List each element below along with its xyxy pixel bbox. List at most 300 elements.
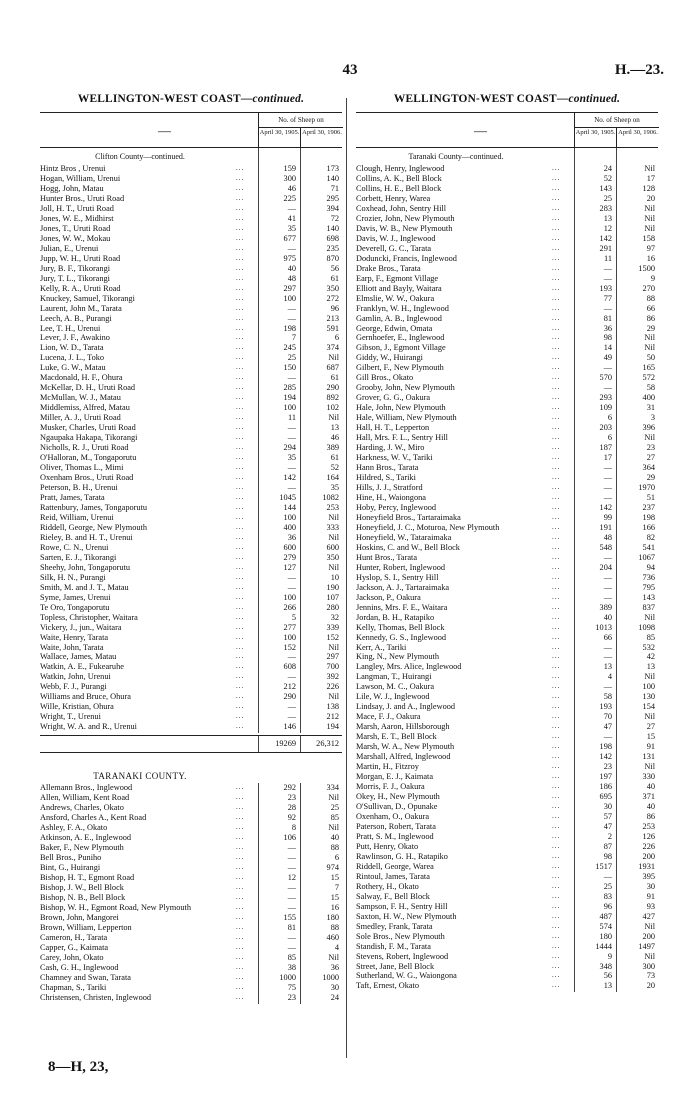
sheep-1906: 93 [646,901,655,911]
owner-name: Gilbert, F., New Plymouth [356,363,444,373]
table-row [356,722,658,732]
sheep-1905: 348 [599,961,612,971]
leader-dots: ... [236,672,245,681]
sheep-1905: 77 [603,293,612,303]
owner-name: Jupp, W. H., Uruti Road [40,253,121,263]
right-header-col2: April 30, 1906. [616,127,659,148]
sheep-1905: 47 [603,722,612,732]
leader-dots: ... [552,233,561,242]
sheep-1906: 339 [326,622,339,632]
table-row [40,324,342,334]
sheep-1906: 350 [326,552,339,562]
total-1905: 19269 [275,739,296,749]
owner-name: Jordan, B. H., Ratapiko [356,612,435,622]
owner-name: Silk, H. N., Purangi [40,572,106,582]
owner-name: Marsh, W. A., New Plymouth [356,742,455,752]
owner-name: Elmslie, W. W., Oakura [356,293,435,303]
section-title-taranaki-continued: Taranaki County—continued. [408,152,504,161]
sheep-1906: 272 [326,293,339,303]
sheep-1905: 11 [288,413,296,423]
sheep-1906: 3 [650,413,655,423]
sheep-1905: 106 [283,833,296,843]
owner-name: Nicholls, R. J., Uruti Road [40,443,129,453]
owner-name: Hoby, Percy, Inglewood [356,502,437,512]
sheep-1906: 73 [646,971,655,981]
leader-dots: ... [236,512,245,521]
leader-dots: ... [552,981,561,990]
table-row [40,254,342,264]
taranaki-rows [40,783,342,1002]
table-row [356,732,658,742]
table-row [356,822,658,832]
sheep-1906: 9 [650,273,655,283]
leader-dots: ... [552,871,561,880]
leader-dots: ... [552,552,561,561]
leader-dots: ... [552,562,561,571]
table-row [40,194,342,204]
owner-name: Gill Bros., Okato [356,373,414,383]
sheep-1905: 49 [603,353,612,363]
sheep-1906: Nil [328,532,339,542]
leader-dots: ... [552,263,561,272]
right-heading-main: WELLINGTON-WEST COAST— [393,93,569,105]
table-row [40,453,342,463]
sheep-1906: Nil [644,762,655,772]
right-heading-continued: continued. [568,93,621,105]
sheep-1906: 1098 [638,622,655,632]
leader-dots: ... [552,692,561,701]
sheep-1905: 194 [283,393,296,403]
sheep-1905: — [287,423,296,433]
owner-name: Lindsay, J. and A., Inglewood [356,702,456,712]
table-row [40,722,342,732]
table-row [40,893,342,903]
leader-dots: ... [552,752,561,761]
owner-name: Waite, Henry, Tarata [40,632,109,642]
sheep-1905: 25 [287,353,296,363]
sheep-1905: 36 [603,323,612,333]
owner-name: Grooby, John, New Plymouth [356,383,455,393]
sheep-1906: 154 [642,702,655,712]
table-row [356,563,658,573]
sheep-1906: Nil [328,512,339,522]
leader-dots: ... [552,672,561,681]
table-row [40,284,342,294]
table-row [40,613,342,623]
total-1906: 26,312 [316,739,339,749]
table-row [40,983,342,993]
sheep-1905: 28 [287,803,296,813]
table-row [356,643,658,653]
sheep-1905: — [603,572,612,582]
owner-name: Marshall, Alfred, Inglewood [356,752,451,762]
table-row [356,892,658,902]
sheep-1906: Nil [644,164,655,173]
leader-dots: ... [552,782,561,791]
table-row [356,772,658,782]
table-row [356,752,658,762]
sheep-1905: — [287,483,296,492]
owner-name: Bishop, W. H., Egmont Road, New Plymouth [40,902,191,912]
table-row [356,862,658,872]
sheep-1906: 32 [330,612,339,622]
sheep-1905: 198 [599,742,612,752]
section-title-clifton: Clifton County—continued. [95,152,185,161]
leader-dots: ... [552,592,561,601]
owner-name: Brown, John, Mangorei [40,912,119,922]
sheep-1905: — [287,373,296,383]
owner-name: Cameron, H., Tarata [40,932,108,942]
sheep-1906: 333 [326,522,339,532]
sheep-1905: 186 [599,782,612,792]
leader-dots: ... [552,253,561,262]
sheep-1905: — [287,843,296,853]
owner-name: Crozier, John, New Plymouth [356,213,455,223]
sheep-1906: Nil [644,433,655,443]
table-row [356,682,658,692]
owner-name: Syme, James, Urenui [40,592,111,602]
leader-dots: ... [552,642,561,651]
sheep-1906: 61 [330,273,339,283]
sheep-1906: 96 [330,303,339,313]
sheep-1905: 13 [603,981,612,991]
owner-name: Allen, William, Kent Road [40,793,130,803]
sheep-1906: 460 [326,932,339,942]
table-row [356,533,658,543]
sheep-1906: 24 [330,992,339,1002]
table-row [356,343,658,353]
table-row [356,443,658,453]
owner-name: Atkinson, A. E., Inglewood [40,833,132,843]
table-row [356,742,658,752]
right-header-dash: — [474,123,487,138]
table-row [40,903,342,913]
sheep-1906: 30 [646,881,655,891]
sheep-1905: — [287,942,296,952]
sheep-1906: 152 [326,632,339,642]
sheep-1906: 364 [642,463,655,473]
sheep-1906: 16 [646,253,655,263]
sheep-1905: 9 [607,951,612,961]
table-row [356,543,658,553]
leader-dots: ... [552,473,561,482]
owner-name: Okey, H., New Plymouth [356,792,440,802]
leader-dots: ... [236,383,245,392]
clifton-rows [40,164,342,732]
leader-dots: ... [236,902,245,911]
sheep-1905: — [287,303,296,313]
table-row [356,473,658,483]
leader-dots: ... [236,982,245,991]
leader-dots: ... [236,373,245,382]
sheep-1906: 17 [646,173,655,183]
owner-name: Wright, T., Urenui [40,712,101,722]
sheep-1906: 20 [646,981,655,991]
leader-dots: ... [552,911,561,920]
sheep-1905: 23 [287,793,296,803]
table-row [40,873,342,883]
sheep-1906: 15 [330,892,339,902]
sheep-1905: 695 [599,792,612,802]
owner-name: Deverell, G. C., Tarata [356,243,432,253]
sheep-1905: 292 [283,783,296,793]
leader-dots: ... [552,433,561,442]
table-row [40,883,342,893]
table-row [40,294,342,304]
table-row [356,702,658,712]
owner-name: Brown, William, Lepperton [40,922,132,932]
owner-name: Elliott and Bayly, Waitara [356,283,442,293]
owner-name: Hildred, S., Tariki [356,473,416,483]
sheep-1906: 40 [330,833,339,843]
sheep-1905: 36 [287,532,296,542]
sheep-1905: — [603,642,612,652]
owner-name: Bishop, N. B., Bell Block [40,892,126,902]
sheep-1906: Nil [644,333,655,343]
table-row [356,284,658,294]
table-row [356,413,658,423]
sheep-1906: 532 [642,642,655,652]
sheep-1906: 50 [646,353,655,363]
sheep-1906: 51 [646,492,655,502]
owner-name: Earp, F., Egmont Village [356,273,439,283]
table-row [40,184,342,194]
sheep-1906: 58 [646,383,655,393]
leader-dots: ... [552,722,561,731]
leader-dots: ... [552,921,561,930]
owner-name: Kennedy, G. S., Inglewood [356,632,447,642]
sheep-1905: 203 [599,423,612,433]
leader-dots: ... [236,483,245,491]
sheep-1905: — [287,712,296,722]
owner-name: Leech, A. B., Purangi [40,313,112,323]
leader-dots: ... [236,662,245,671]
owner-name: Christensen, Christen, Inglewood [40,992,152,1002]
table-row [356,274,658,284]
table-row [40,793,342,803]
table-row [40,583,342,593]
owner-name: Marsh, E. T., Bell Block [356,732,437,742]
table-row [40,923,342,933]
sheep-1906: 687 [326,363,339,373]
sheep-1906: 180 [326,912,339,922]
sheep-1906: 100 [642,682,655,692]
sheep-1906: 350 [326,283,339,293]
sheep-1905: 279 [283,552,296,562]
sheep-1905: — [287,203,296,213]
leader-dots: ... [236,912,245,921]
sheep-1905: — [287,313,296,323]
leader-dots: ... [236,542,245,551]
sheep-1906: 42 [646,652,655,662]
leader-dots: ... [552,881,561,890]
table-row [356,224,658,234]
leader-dots: ... [236,423,245,432]
leader-dots: ... [552,164,561,172]
sheep-1906: 40 [646,782,655,792]
sheep-1905: 81 [287,922,296,932]
owner-name: Jennins, Mrs. F. E., Waitara [356,602,448,612]
table-row [356,214,658,224]
leader-dots: ... [236,433,245,442]
leader-dots: ... [552,522,561,531]
owner-name: Jury, B. F., Tikorangi [40,263,111,273]
owner-name: Bishop, J. W., Bell Block [40,882,124,892]
owner-name: Ngaupaka Hakapa, Tikorangi [40,433,138,443]
sheep-1905: 13 [603,213,612,223]
table-row [40,214,342,224]
owner-name: Oxenham, O., Oakura [356,811,430,821]
leader-dots: ... [236,942,245,951]
right-header-col1: April 30, 1905. [574,127,616,148]
table-row [356,254,658,264]
owner-name: Smedley, Frank, Tarata [356,921,433,931]
sheep-1905: — [603,383,612,393]
table-row [356,324,658,334]
table-row [40,264,342,274]
sheep-1905: 4 [607,672,612,682]
sheep-1905: 11 [604,253,612,263]
sheep-1905: — [603,363,612,373]
owner-name: Bishop, H. T., Egmont Road [40,872,135,882]
leader-dots: ... [236,203,245,212]
table-row [40,433,342,443]
sheep-1906: 194 [326,722,339,732]
leader-dots: ... [552,941,561,950]
owner-name: Hunter Bros., Uruti Road [40,193,125,203]
sheep-1906: 31 [646,403,655,413]
leader-dots: ... [236,783,245,792]
sheep-1905: 2 [607,831,612,841]
leader-dots: ... [236,522,245,531]
left-header-group: No. of Sheep on [258,113,343,128]
leader-dots: ... [236,243,245,252]
leader-dots: ... [552,961,561,970]
leader-dots: ... [236,992,245,1001]
table-row [40,503,342,513]
sheep-1906: 237 [642,502,655,512]
table-row [356,832,658,842]
sheep-1906: Nil [644,343,655,353]
owner-name: Collins, A. K., Bell Block [356,173,442,183]
leader-dots: ... [236,453,245,462]
table-row [356,902,658,912]
sheep-1905: 41 [287,213,296,223]
sheep-1905: 47 [603,821,612,831]
sheep-1905: 6 [607,433,612,443]
leader-dots: ... [552,453,561,462]
leader-dots: ... [236,652,245,661]
owner-name: Cash, G. H., Inglewood [40,962,119,972]
sheep-1906: 974 [326,862,339,872]
sheep-1905: — [287,572,296,582]
left-header-dash: — [158,123,171,138]
sheep-1905: 100 [283,403,296,413]
sheep-1905: 193 [599,702,612,712]
leader-dots: ... [552,971,561,980]
leader-dots: ... [236,253,245,262]
owner-name: Wille, Kristian, Ohura [40,702,114,712]
table-row [356,962,658,972]
owner-name: Honeyfield, J. C., Moturoa, New Plymouth [356,522,500,532]
leader-dots: ... [552,343,561,352]
sheep-1906: 190 [326,582,339,592]
sheep-1905: — [287,932,296,942]
sheep-1905: 96 [603,901,612,911]
sheep-1905: 266 [283,602,296,612]
table-row [356,333,658,343]
sheep-1906: 4 [334,942,339,952]
leader-dots: ... [236,872,245,881]
leader-dots: ... [552,363,561,372]
sheep-1905: 12 [603,223,612,233]
table-row [40,672,342,682]
leader-dots: ... [236,562,245,571]
leader-dots: ... [552,712,561,721]
owner-name: Sutherland, W. G., Waiongona [356,971,457,981]
owner-name: Luke, G. W., Matau [40,363,106,373]
sheep-1906: Nil [644,203,655,213]
sheep-1905: — [603,263,612,273]
owner-name: Jackson, P., Oakura [356,592,421,602]
sheep-1906: 85 [330,813,339,823]
owner-name: Middlemiss, Alfred, Matau [40,403,130,413]
leader-dots: ... [236,183,245,192]
table-row [356,523,658,533]
owner-name: Marsh, Aaron, Hillsborough [356,722,450,732]
leader-dots: ... [236,702,245,711]
sheep-1906: 374 [326,343,339,353]
sheep-1905: 46 [287,183,296,193]
owner-name: Baker, F., New Plymouth [40,843,124,853]
sheep-1906: 85 [646,632,655,642]
sheep-1905: — [287,243,296,253]
owner-name: Watkin, John, Urenui [40,672,111,682]
owner-name: Riddell, George, Warea [356,861,434,871]
sheep-1906: 25 [330,803,339,813]
sheep-1906: 94 [646,562,655,572]
owner-name: Rawlinson, G. H., Ratapiko [356,851,448,861]
owner-name: Giddy, W., Huirangi [356,353,423,363]
sheep-1906: 200 [642,931,655,941]
sheep-1905: — [287,652,296,662]
owner-name: Ansford, Charles A., Kent Road [40,813,147,823]
leader-dots: ... [236,552,245,561]
sheep-1905: — [603,492,612,502]
sheep-1906: 795 [642,582,655,592]
sheep-1906: 389 [326,443,339,453]
leader-dots: ... [552,303,561,312]
table-row [40,383,342,393]
sheep-1906: 870 [326,253,339,263]
sheep-1906: 36 [330,962,339,972]
sheep-1906: 427 [642,911,655,921]
sheep-1905: — [603,732,612,742]
table-row [40,843,342,853]
sheep-1906: 15 [646,732,655,742]
table-row [356,234,658,244]
owner-name: Collins, H. E., Bell Block [356,183,442,193]
sheep-1906: Nil [644,951,655,961]
leader-dots: ... [552,333,561,342]
leader-dots: ... [552,283,561,292]
owner-name: Hale, John, New Plymouth [356,403,446,413]
sheep-1905: 58 [603,692,612,702]
owner-name: George, Edwin, Omata [356,323,433,333]
owner-name: Mace, F. J., Oakura [356,712,421,722]
sheep-1906: Nil [328,692,339,702]
leader-dots: ... [552,353,561,362]
